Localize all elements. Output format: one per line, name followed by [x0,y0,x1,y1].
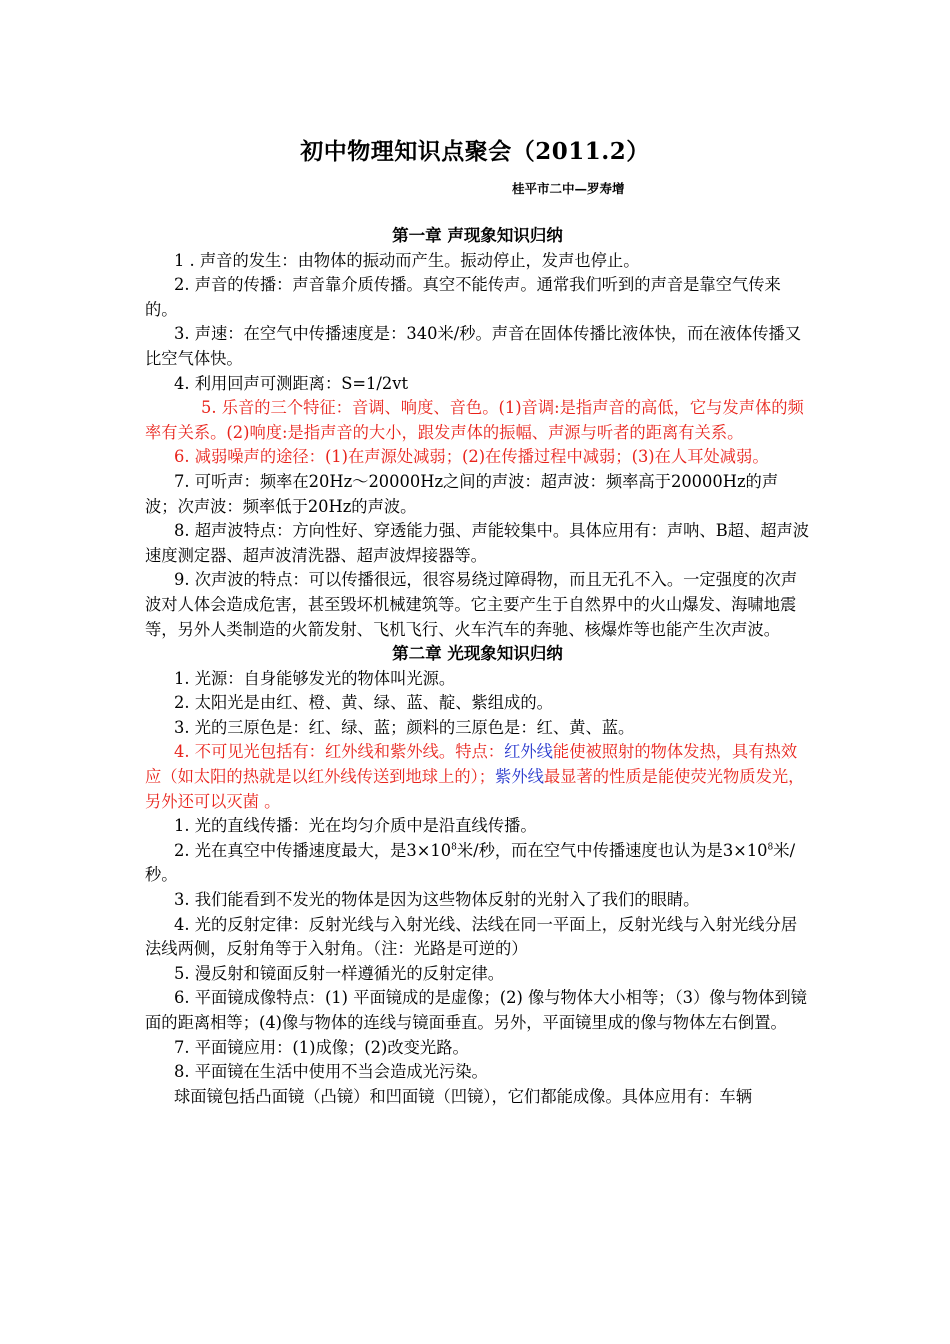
ch2-para-6 [145,839,810,888]
ch2-para-6-a: 2. 光在真空中传播速度最大，是3×10 [174,840,452,860]
ch2-para-8: 4. 光的反射定律：反射光线与入射光线、法线在同一平面上，反射光线与入射光线分居法线两侧，反射角等于入射角。（注：光路是可逆的） [145,914,798,959]
document-body [145,224,810,1109]
ch2-para-6-c: 米/秒。 [145,840,796,885]
exponent-2: 8 [767,842,774,853]
ch2-para-2: 2. 太阳光是由红、橙、黄、绿、蓝、靛、紫组成的。 [174,693,553,713]
chapter-2-heading: 第二章 光现象知识归纳 [392,644,563,664]
ch2-para-11: 7. 平面镜应用：(1)成像；(2)改变光路。 [174,1037,469,1057]
ultraviolet-term: 紫外线 [495,767,544,787]
ch2-para-7: 3. 我们能看到不发光的物体是因为这些物体反射的光射入了我们的眼睛。 [174,890,700,910]
document-title: 初中物理知识点聚会（2011.2） [300,138,650,165]
ch2-para-10: 6. 平面镜成像特点：(1) 平面镜成的是虚像；(2) 像与物体大小相等；（3）像与物体到镜面的距离相等；(4)像与物体的连线与镜面垂直。另外，平面镜里成的像与物体左右倒置。 [145,988,807,1032]
ch2-para-5: 1. 光的直线传播：光在均匀介质中是沿直线传播。 [174,816,537,836]
ch1-para-5: 5. 乐音的三个特征：音调、响度、音色。(1)音调:是指声音的高低，它与发声体的频率有关系。(2)响度:是指声音的大小，跟发声体的振幅、声源与听者的距离有关系。 [145,398,804,442]
ch1-para-3: 3. 声速：在空气中传播速度是：340米/秒。声音在固体传播比液体快，而在液体传播又比空气体快。 [145,324,802,368]
ch1-para-9: 9. 次声波的特点：可以传播很远，很容易绕过障碍物，而且无孔不入。一定强度的次声波对人体会造成危害，甚至毁坏机械建筑等。它主要产生于自然界中的火山爆发、海啸地震等，另外人类制造的火箭发射、飞机飞行、火车汽车的奔驰、核爆炸等也能产生次声波。 [145,570,798,639]
ch2-para-1: 1. 光源：自身能够发光的物体叫光源。 [174,668,456,688]
ch1-para-8: 8. 超声波特点：方向性好、穿透能力强、声能较集中。具体应用有：声呐、B超、超声波速度测定器、超声波清洗器、超声波焊接器等。 [145,521,810,565]
infrared-term: 红外线 [504,742,553,762]
ch2-para-4-e: 最显著的性质是能使荧光物质发光，另外还可以灭菌 。 [145,767,805,811]
ch1-para-1: 1 . 声音的发生：由物体的振动而产生。振动停止，发声也停止。 [174,250,640,270]
exponent-1: 8 [451,842,457,853]
author-line: 桂平市二中—罗寿增 [512,181,625,196]
ch1-para-4: 4. 利用回声可测距离：S=1/2vt [174,373,408,393]
ch1-para-7: 7. 可听声：频率在20Hz～20000Hz之间的声波：超声波：频率高于20000Hz的声波；次声波：频率低于20Hz的声波。 [145,471,779,516]
ch2-para-9: 5. 漫反射和镜面反射一样遵循光的反射定律。 [174,963,505,983]
ch2-para-3: 3. 光的三原色是：红、绿、蓝；颜料的三原色是：红、黄、蓝。 [174,717,635,737]
ch2-para-4-c: 能使被照射的物体发热，具有热效应（如太阳的热就是以红外线传送到地球上的）； [145,742,798,787]
ch2-para-12: 8. 平面镜在生活中使用不当会造成光污染。 [174,1062,488,1082]
ch2-para-13: 球面镜包括凸面镜（凸镜）和凹面镜（凹镜），它们都能成像。具体应用有：车辆 [174,1086,752,1106]
ch2-para-6-b: 米/秒，而在空气中传播速度也认为是3×10 [456,840,768,860]
chapter-1-heading: 第一章 声现象知识归纳 [392,226,563,245]
ch2-para-4 [145,740,810,814]
ch1-para-2: 2. 声音的传播：声音靠介质传播。真空不能传声。通常我们听到的声音是靠空气传来的。 [145,275,781,319]
ch1-para-6: 6. 减弱噪声的途径：(1)在声源处减弱；(2)在传播过程中减弱；(3)在人耳处减弱。 [174,447,769,467]
ch2-para-4-a: 4. 不可见光包括有：红外线和紫外线。特点： [174,742,505,762]
